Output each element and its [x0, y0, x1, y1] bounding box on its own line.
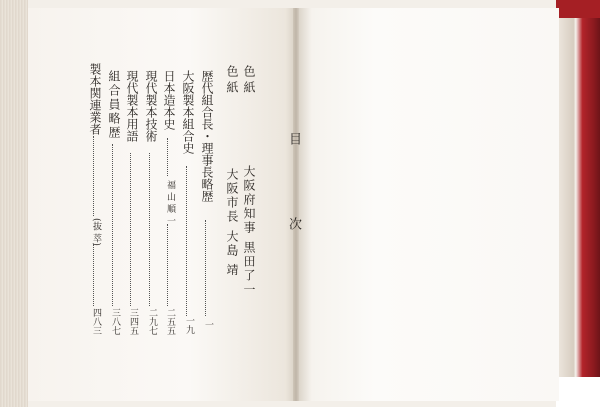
- toc-entry-5-title: 日本造本史: [162, 70, 176, 130]
- toc-entry-2-author: 大阪市長 大島 靖: [225, 168, 239, 278]
- toc-entry-3-leader: [205, 220, 206, 316]
- page-edges-left: [0, 0, 28, 407]
- toc-entry-9-page: 四八三: [91, 308, 101, 335]
- toc-entry-9-title: 製本関連業者: [88, 63, 102, 135]
- toc-entry-6-title: 現代製本技術: [144, 70, 158, 142]
- toc-entry-6-page: 二九七: [147, 308, 157, 335]
- right-page-blank: [296, 8, 559, 401]
- page-edges-right: [556, 0, 600, 407]
- toc-entry-8-page: 三八七: [110, 308, 120, 335]
- toc-entry-9-leader-b: [93, 244, 94, 306]
- toc-entry-2-title: 色 紙: [225, 65, 239, 93]
- toc-entry-8-title: 組合員略歴: [107, 70, 121, 140]
- toc-entry-4-page: 一九: [184, 316, 194, 334]
- toc-entry-6-leader: [149, 153, 150, 306]
- toc-entry-9-author: (抜 萃): [91, 218, 101, 246]
- toc-entry-5-author: 福山順一: [165, 180, 175, 228]
- toc-entry-9-leader-a: [93, 136, 94, 216]
- toc-entry-7-title: 現代製本用語: [125, 70, 139, 142]
- toc-entry-1-author: 大阪府知事 黒田了一: [242, 165, 256, 297]
- toc-entry-5-leader-a: [167, 138, 168, 176]
- toc-entry-4-leader: [186, 166, 187, 316]
- toc-entry-7-leader: [130, 153, 131, 306]
- toc-heading: 目 次: [286, 132, 301, 265]
- cover-edge-bottom: [556, 377, 600, 407]
- toc-entry-5-page: 二五五: [165, 308, 175, 335]
- cover-edge-top: [556, 0, 600, 18]
- toc-entry-1-title: 色 紙: [242, 65, 256, 93]
- toc-entry-3-title: 歴代組合長・理事長略歴: [200, 70, 214, 202]
- toc-entry-5-leader-b: [167, 224, 168, 306]
- toc-entry-3-page: 一: [203, 320, 213, 329]
- toc-entry-7-page: 三四五: [128, 308, 138, 335]
- table-of-contents: [28, 8, 301, 401]
- toc-entry-8-leader: [112, 144, 113, 306]
- toc-entry-4-title: 大阪製本組合史: [181, 70, 195, 154]
